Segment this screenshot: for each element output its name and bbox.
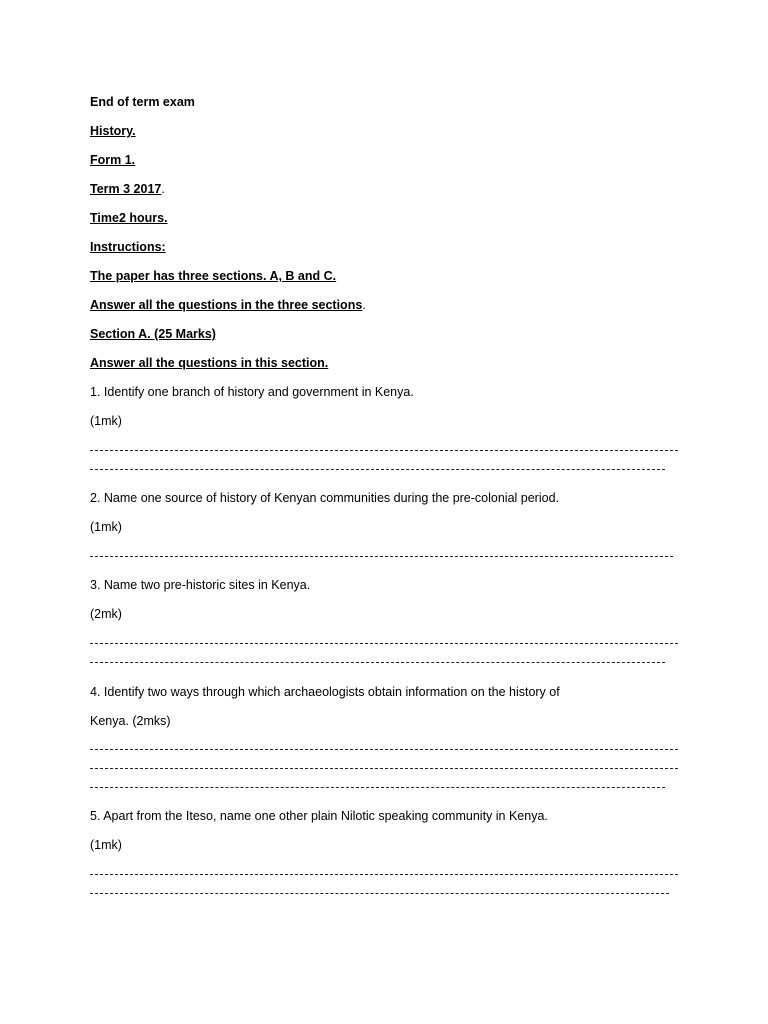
question-4-marks: Kenya. (2mks)	[90, 714, 171, 728]
term-line	[90, 181, 165, 197]
question-2-marks: (1mk)	[90, 520, 122, 534]
question-1-marks: (1mk)	[90, 414, 122, 428]
answer-line	[90, 874, 678, 875]
term-suffix: .	[161, 182, 165, 196]
instruction-answer-all: Answer all the questions in the three sections	[90, 298, 363, 312]
instruction-answer-line	[90, 297, 366, 313]
question-4-text: 4. Identify two ways through which archaeologists obtain information on the history of	[90, 685, 560, 699]
question-2-text: 2. Name one source of history of Kenyan communities during the pre-colonial period.	[90, 491, 560, 505]
instructions-label: Instructions:	[90, 240, 166, 254]
answer-line	[90, 469, 665, 470]
time-heading: Time2 hours.	[90, 211, 168, 225]
answer-line	[90, 450, 678, 451]
question-3-text: 3. Name two pre-historic sites in Kenya.	[90, 578, 311, 592]
answer-line	[90, 893, 669, 894]
question-5-marks: (1mk)	[90, 838, 122, 852]
form-heading: Form 1.	[90, 153, 136, 167]
answer-line	[90, 662, 665, 663]
instruction-answer-suffix: .	[362, 298, 366, 312]
answer-line	[90, 643, 678, 644]
exam-title: End of term exam	[90, 95, 195, 109]
answer-line	[90, 556, 673, 557]
answer-line	[90, 787, 665, 788]
answer-line	[90, 749, 678, 750]
question-3-marks: (2mk)	[90, 607, 122, 621]
question-1-text: 1. Identify one branch of history and government in Kenya.	[90, 385, 414, 399]
subject-heading: History.	[90, 124, 136, 138]
section-heading: Section A. (25 Marks)	[90, 327, 216, 341]
instruction-sections: The paper has three sections. A, B and C.	[90, 269, 337, 283]
question-5-text: 5. Apart from the Iteso, name one other plain Nilotic speaking community in Kenya.	[90, 809, 548, 823]
answer-line	[90, 768, 678, 769]
term-heading: Term 3 2017	[90, 182, 162, 196]
section-instruction: Answer all the questions in this section.	[90, 356, 329, 370]
